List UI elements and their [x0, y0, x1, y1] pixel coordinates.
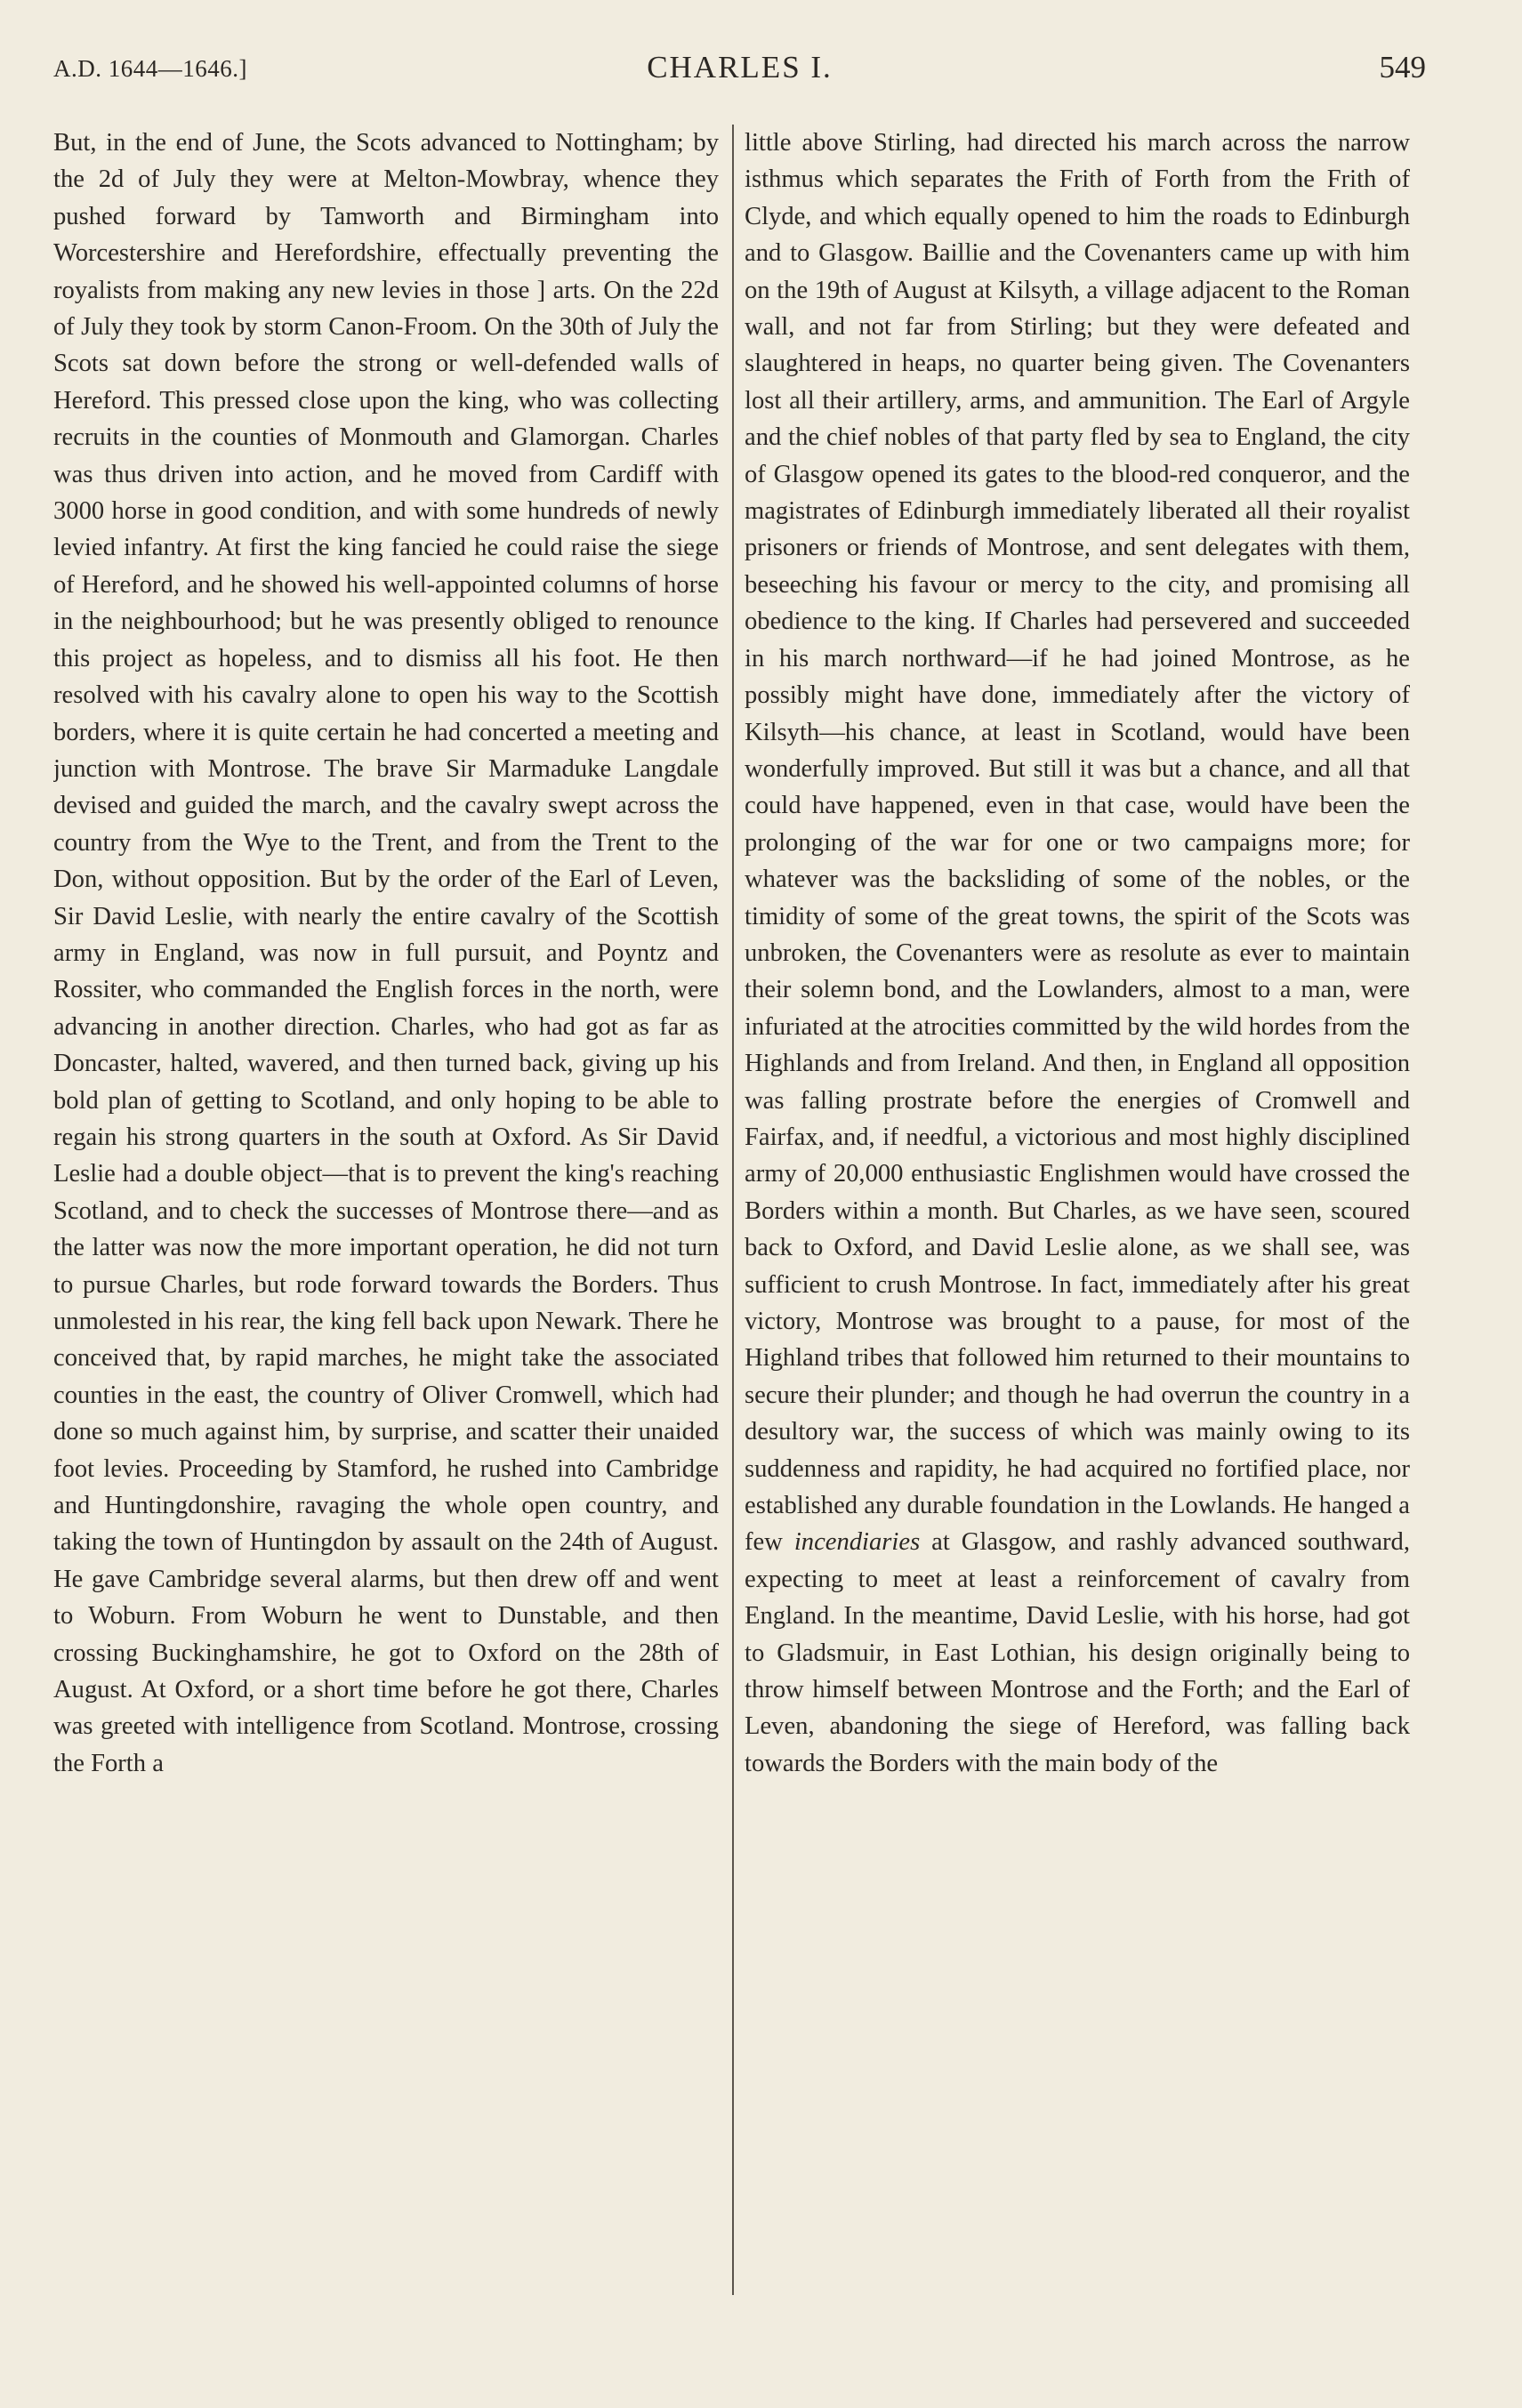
- right-column-text: little above Stirling, had directed his march across the narrow isthmus which separates the Frith of Forth from the Frith of Clyde, and which equally opened to him the roads to Edinburgh and to Glasgow. Baillie and the Covenanters came up with him on the 19th of August at Kilsyth, a village adjacent to the Roman wall, and not far from Stirling; but they were defeated and slaughtered in heaps, no quarter being given. The Covenanters lost all their artillery, arms, and ammunition. The Earl of Argyle and the chief nobles of that party fled by sea to England, the city of Glasgow opened its gates to the blood-red conqueror, and the magistrates of Edinburgh immediately liberated all their royalist prisoners or friends of Montrose, and sent delegates with them, beseeching his favour or mercy to the city, and promising all obedience to the king. If Charles had persevered and succeeded in his march northward—if he had joined Montrose, as he possibly might have done, immediately after the victory of Kilsyth—his chance, at least in Scotland, would have been wonderfully improved. But still it was but a chance, and all that could have happened, even in that case, would have been the prolonging of the war for one or two campaigns more; for whatever was the backsliding of some of the nobles, or the timidity of some of the great towns, the spirit of the Scots was unbroken, the Covenanters were as resolute as ever to maintain their solemn bond, and the Lowlanders, almost to a man, were infuriated at the atrocities committed by the wild hordes from the Highlands and from Ireland. And then, in England all opposition was falling prostrate before the energies of Cromwell and Fairfax, and, if needful, a victorious and most highly disciplined army of 20,000 enthusiastic Englishmen would have crossed the Borders within a month. But Charles, as we have seen, scoured back to Oxford, and David Leslie alone, as we shall see, was sufficient to crush Montrose. In fact, immediately after his great victory, Montrose was brought to a pause, for most of the Highland tribes that followed him returned to their mountains to secure their plunder; and though he had overrun the country in a desultory war, the success of which was mainly owing to its suddenness and rapidity, he had acquired no fortified place, nor established any durable foundation in the Lowlands. He hanged a few incendiaries at Glasgow, and rashly advanced southward, expecting to meet at least a reinforcement of cavalry from England. In the meantime, David Leslie, with his horse, had got to Gladsmuir, in East Lothian, his design originally being to throw himself between Montrose and the Forth; and the Earl of Leven, abandoning the siege of Hereford, was falling back towards the Borders with the main body of the: [745, 129, 1410, 1777]
- running-head: [53, 46, 1426, 89]
- italic-term: incendiaries: [793, 1528, 921, 1557]
- left-column-text: But, in the end of June, the Scots advanced to Nottingham; by the 2d of July they were at Melton-Mowbray, whence they pushed forward by Tamworth and Birmingham into Worcestershire and Herefordshire, effectually preventing the royalists from making any new levies in those ] arts. On the 22d of July they took by storm Canon-Froom. On the 30th of July the Scots sat down before the strong or well-defended walls of Hereford. This pressed close upon the king, who was collecting recruits in the counties of Monmouth and Glamorgan. Charles was thus driven into action, and he moved from Cardiff with 3000 horse in good condition, and with some hundreds of newly levied infantry. At first the king fancied he could raise the siege of Hereford, and he showed his well-appointed columns of horse in the neighbourhood; but he was presently obliged to renounce this project as hopeless, and to dismiss all his foot. He then resolved with his cavalry alone to open his way to the Scottish borders, where it is quite certain he had concerted a meeting and junction with Montrose. The brave Sir Marmaduke Langdale devised and guided the march, and the cavalry swept across the country from the Wye to the Trent, and from the Trent to the Don, without opposition. But by the order of the Earl of Leven, Sir David Leslie, with nearly the entire cavalry of the Scottish army in England, was now in full pursuit, and Poyntz and Rossiter, who commanded the English forces in the north, were advancing in another direction. Charles, who had got as far as Doncaster, halted, wavered, and then turned back, giving up his bold plan of getting to Scotland, and only hoping to be able to regain his strong quarters in the south at Oxford. As Sir David Leslie had a double object—that is to prevent the king's reaching Scotland, and to check the successes of Montrose there—and as the latter was now the more important operation, he did not turn to pursue Charles, but rode forward towards the Borders. Thus unmolested in his rear, the king fell back upon Newark. There he conceived that, by rapid marches, he might take the associated counties in the east, the country of Oliver Cromwell, which had done so much against him, by surprise, and scatter their unaided foot levies. Proceeding by Stamford, he rushed into Cambridge and Huntingdonshire, ravaging the whole open country, and taking the town of Huntingdon by assault on the 24th of August. He gave Cambridge several alarms, but then drew off and went to Woburn. From Woburn he went to Dunstable, and then crossing Buckinghamshire, he got to Oxford on the 28th of August. At Oxford, or a short time before he got there, Charles was greeted with intelligence from Scotland. Montrose, crossing the Forth a: [53, 129, 719, 1777]
- column-divider: [732, 125, 734, 2295]
- header-dates: A.D. 1644—1646.]: [53, 55, 247, 82]
- right-column: [745, 125, 1410, 2295]
- page-number: 549: [1379, 50, 1426, 85]
- header-title: CHARLES I.: [647, 50, 833, 85]
- left-column: [53, 125, 719, 2295]
